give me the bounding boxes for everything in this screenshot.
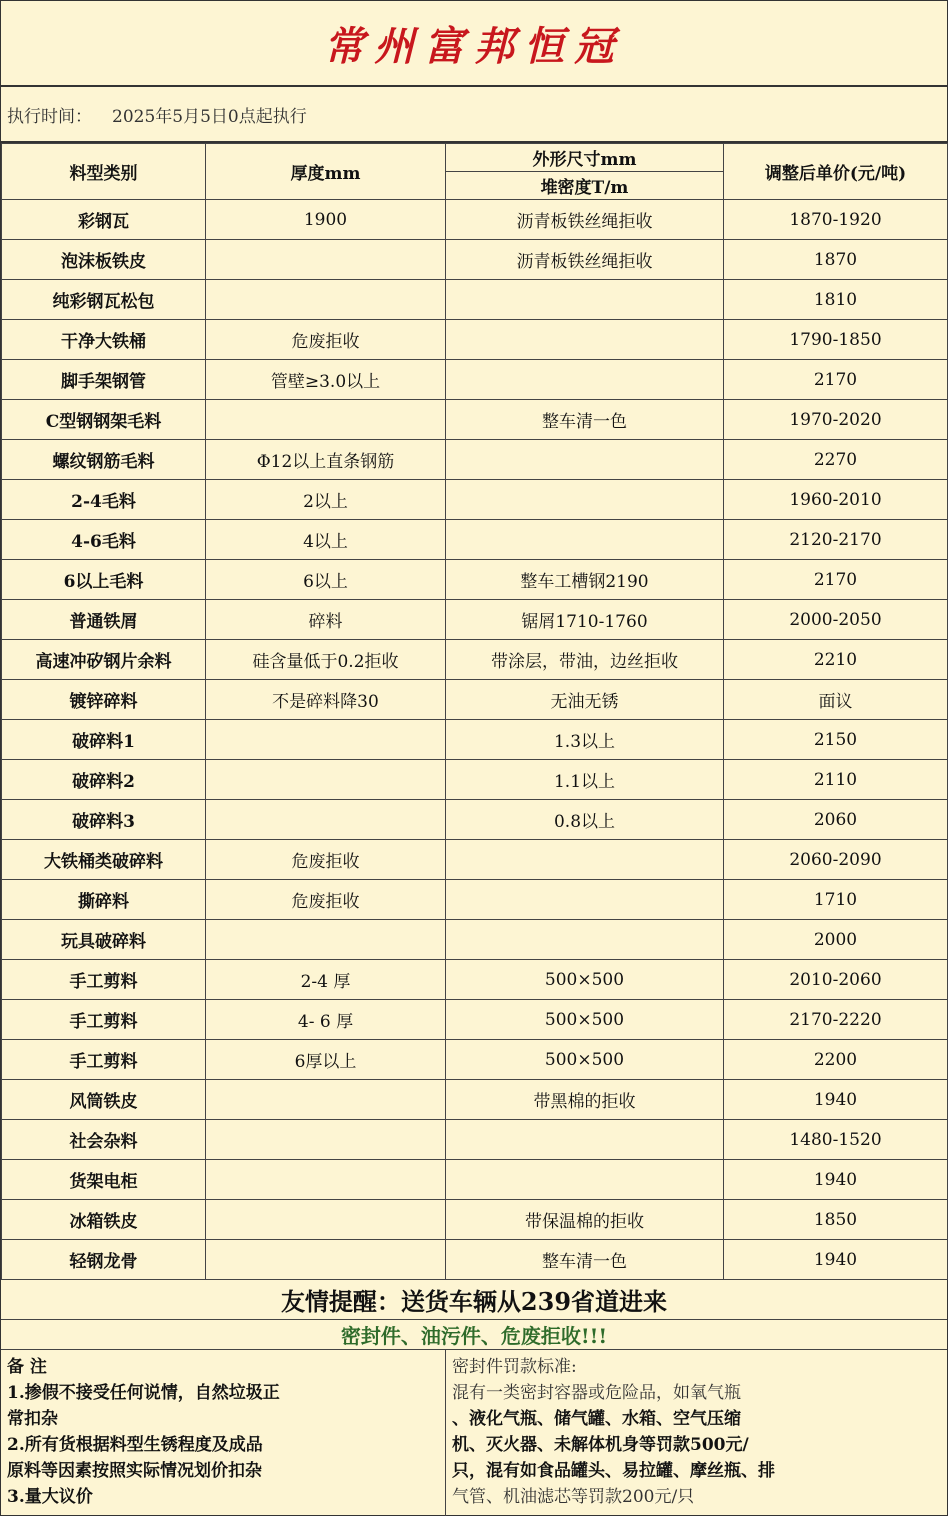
cell-category: 4-6毛料 <box>2 520 206 560</box>
cell-thickness <box>206 720 446 760</box>
cell-category: 高速冲矽钢片余料 <box>2 640 206 680</box>
cell-thickness: 2以上 <box>206 480 446 520</box>
execution-time-label: 执行时间： <box>7 106 92 127</box>
cell-category: C型钢钢架毛料 <box>2 400 206 440</box>
table-row <box>2 880 948 920</box>
execution-time-value: 2025年5月5日0点起执行 <box>112 106 307 127</box>
cell-thickness <box>206 1160 446 1200</box>
header-category: 料型类别 <box>2 144 206 200</box>
notes-section <box>1 1350 947 1516</box>
cell-price: 1970-2020 <box>724 400 948 440</box>
penalty-standards <box>446 1350 947 1516</box>
cell-shape <box>446 480 724 520</box>
cell-shape: 500×500 <box>446 1000 724 1040</box>
cell-thickness: 4以上 <box>206 520 446 560</box>
cell-category: 破碎料2 <box>2 760 206 800</box>
cell-shape: 带涂层，带油，边丝拒收 <box>446 640 724 680</box>
execution-time <box>1 87 947 143</box>
table-row <box>2 1120 948 1160</box>
cell-shape: 整车清一色 <box>446 400 724 440</box>
cell-thickness: 1900 <box>206 200 446 240</box>
cell-thickness <box>206 920 446 960</box>
note-line: 1.掺假不接受任何说情，自然垃圾正 <box>7 1383 280 1403</box>
cell-thickness <box>206 1200 446 1240</box>
cell-thickness: 危废拒收 <box>206 320 446 360</box>
table-body <box>2 200 948 1280</box>
cell-thickness: 危废拒收 <box>206 840 446 880</box>
penalty-line: 混有一类密封容器或危险品，如氧气瓶 <box>452 1383 741 1403</box>
table-row <box>2 760 948 800</box>
table-row <box>2 920 948 960</box>
cell-category: 社会杂料 <box>2 1120 206 1160</box>
cell-shape: 无油无锈 <box>446 680 724 720</box>
warning-banner: 密封件、油污件、危废拒收!!! <box>1 1320 947 1350</box>
notes-title: 备 注 <box>7 1357 47 1377</box>
cell-price: 1960-2010 <box>724 480 948 520</box>
cell-price: 2270 <box>724 440 948 480</box>
cell-thickness <box>206 400 446 440</box>
cell-price: 1790-1850 <box>724 320 948 360</box>
cell-category: 手工剪料 <box>2 960 206 1000</box>
cell-category: 泡沫板铁皮 <box>2 240 206 280</box>
penalty-line: 、液化气瓶、储气罐、水箱、空气压缩 <box>452 1409 741 1429</box>
cell-price: 2210 <box>724 640 948 680</box>
cell-shape: 带保温棉的拒收 <box>446 1200 724 1240</box>
cell-shape <box>446 840 724 880</box>
cell-category: 纯彩钢瓦松包 <box>2 280 206 320</box>
cell-shape <box>446 1160 724 1200</box>
cell-thickness: Φ12以上直条钢筋 <box>206 440 446 480</box>
notes-left <box>1 1350 446 1516</box>
cell-category: 手工剪料 <box>2 1040 206 1080</box>
cell-shape: 1.1以上 <box>446 760 724 800</box>
table-row <box>2 1200 948 1240</box>
table-row <box>2 400 948 440</box>
cell-category: 撕碎料 <box>2 880 206 920</box>
cell-price: 2200 <box>724 1040 948 1080</box>
cell-category: 螺纹钢筋毛料 <box>2 440 206 480</box>
price-table <box>1 143 948 1280</box>
cell-price: 1480-1520 <box>724 1120 948 1160</box>
cell-price: 2000-2050 <box>724 600 948 640</box>
cell-price: 1870-1920 <box>724 200 948 240</box>
cell-category: 破碎料1 <box>2 720 206 760</box>
note-line: 常扣杂 <box>7 1409 58 1429</box>
table-row <box>2 800 948 840</box>
cell-price: 1940 <box>724 1080 948 1120</box>
cell-price: 2010-2060 <box>724 960 948 1000</box>
table-row <box>2 200 948 240</box>
cell-price: 2170-2220 <box>724 1000 948 1040</box>
penalty-line: 气管、机油滤芯等罚款200元/只 <box>452 1487 695 1507</box>
cell-price: 1810 <box>724 280 948 320</box>
cell-thickness: 碎料 <box>206 600 446 640</box>
cell-category: 手工剪料 <box>2 1000 206 1040</box>
title-bar <box>1 1 947 87</box>
cell-shape <box>446 320 724 360</box>
cell-category: 干净大铁桶 <box>2 320 206 360</box>
cell-thickness: 4- 6 厚 <box>206 1000 446 1040</box>
cell-price: 2060 <box>724 800 948 840</box>
table-row <box>2 680 948 720</box>
cell-category: 货架电柜 <box>2 1160 206 1200</box>
cell-category: 大铁桶类破碎料 <box>2 840 206 880</box>
cell-price: 1940 <box>724 1160 948 1200</box>
cell-shape <box>446 880 724 920</box>
note-line: 原料等因素按照实际情况划价扣杂 <box>7 1461 262 1481</box>
note-line: 3.量大议价 <box>7 1487 93 1507</box>
cell-category: 镀锌碎料 <box>2 680 206 720</box>
cell-price: 2110 <box>724 760 948 800</box>
cell-price: 2060-2090 <box>724 840 948 880</box>
cell-price: 2000 <box>724 920 948 960</box>
cell-shape <box>446 1120 724 1160</box>
cell-category: 玩具破碎料 <box>2 920 206 960</box>
table-row <box>2 720 948 760</box>
cell-thickness <box>206 240 446 280</box>
cell-price: 1940 <box>724 1240 948 1280</box>
table-row <box>2 1160 948 1200</box>
cell-category: 破碎料3 <box>2 800 206 840</box>
cell-shape <box>446 520 724 560</box>
cell-shape: 500×500 <box>446 1040 724 1080</box>
table-row <box>2 440 948 480</box>
cell-thickness <box>206 1240 446 1280</box>
cell-category: 彩钢瓦 <box>2 200 206 240</box>
cell-shape: 带黑棉的拒收 <box>446 1080 724 1120</box>
cell-price: 2170 <box>724 560 948 600</box>
table-row <box>2 320 948 360</box>
table-row <box>2 1000 948 1040</box>
cell-shape: 0.8以上 <box>446 800 724 840</box>
cell-thickness <box>206 1120 446 1160</box>
table-row <box>2 360 948 400</box>
cell-shape: 500×500 <box>446 960 724 1000</box>
table-row <box>2 640 948 680</box>
header-price: 调整后单价(元/吨) <box>724 144 948 200</box>
cell-price: 1850 <box>724 1200 948 1240</box>
cell-thickness: 6厚以上 <box>206 1040 446 1080</box>
cell-price: 1710 <box>724 880 948 920</box>
cell-category: 2-4毛料 <box>2 480 206 520</box>
cell-shape <box>446 360 724 400</box>
cell-thickness <box>206 800 446 840</box>
cell-shape <box>446 920 724 960</box>
table-row <box>2 520 948 560</box>
header-thickness: 厚度mm <box>206 144 446 200</box>
penalty-line: 机、灭火器、未解体机身等罚款500元/ <box>452 1435 749 1455</box>
table-row <box>2 560 948 600</box>
cell-shape: 整车工槽钢2190 <box>446 560 724 600</box>
cell-shape: 沥青板铁丝绳拒收 <box>446 240 724 280</box>
header-density: 堆密度T/m <box>446 172 724 200</box>
cell-thickness: 不是碎料降30 <box>206 680 446 720</box>
table-row <box>2 480 948 520</box>
cell-thickness: 管壁≥3.0以上 <box>206 360 446 400</box>
cell-category: 风筒铁皮 <box>2 1080 206 1120</box>
cell-thickness: 危废拒收 <box>206 880 446 920</box>
cell-shape: 整车清一色 <box>446 1240 724 1280</box>
cell-shape <box>446 440 724 480</box>
note-line: 2.所有货根据料型生锈程度及成品 <box>7 1435 263 1455</box>
table-row <box>2 280 948 320</box>
cell-category: 脚手架钢管 <box>2 360 206 400</box>
cell-category: 轻钢龙骨 <box>2 1240 206 1280</box>
page-title: 常州富邦恒冠 <box>324 22 624 70</box>
cell-price: 2150 <box>724 720 948 760</box>
cell-price: 1870 <box>724 240 948 280</box>
cell-thickness: 2-4 厚 <box>206 960 446 1000</box>
cell-shape <box>446 280 724 320</box>
table-row <box>2 600 948 640</box>
cell-category: 冰箱铁皮 <box>2 1200 206 1240</box>
cell-shape: 锯屑1710-1760 <box>446 600 724 640</box>
penalty-title: 密封件罚款标准: <box>452 1357 577 1377</box>
table-row <box>2 1240 948 1280</box>
cell-thickness <box>206 1080 446 1120</box>
header-shape: 外形尺寸mm <box>446 144 724 172</box>
penalty-line: 只，混有如食品罐头、易拉罐、摩丝瓶、排 <box>452 1461 775 1481</box>
reminder-banner: 友情提醒：送货车辆从239省道进来 <box>1 1280 947 1320</box>
cell-price: 面议 <box>724 680 948 720</box>
table-row <box>2 1080 948 1120</box>
cell-price: 2120-2170 <box>724 520 948 560</box>
cell-shape: 1.3以上 <box>446 720 724 760</box>
cell-shape: 沥青板铁丝绳拒收 <box>446 200 724 240</box>
cell-thickness <box>206 280 446 320</box>
table-row <box>2 1040 948 1080</box>
table-row <box>2 840 948 880</box>
cell-thickness: 硅含量低于0.2拒收 <box>206 640 446 680</box>
cell-thickness <box>206 760 446 800</box>
cell-thickness: 6以上 <box>206 560 446 600</box>
table-row <box>2 240 948 280</box>
cell-price: 2170 <box>724 360 948 400</box>
table-row <box>2 960 948 1000</box>
cell-category: 6以上毛料 <box>2 560 206 600</box>
cell-category: 普通铁屑 <box>2 600 206 640</box>
